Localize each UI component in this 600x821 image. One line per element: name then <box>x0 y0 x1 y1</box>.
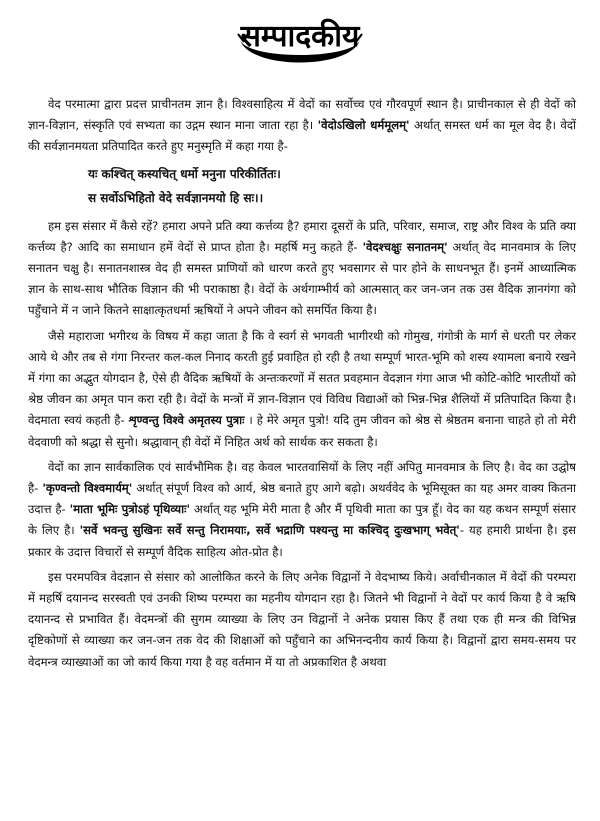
quote-sarve-bhavantu: 'सर्वे भवन्तु सुखिनः सर्वे सन्तु निरामयाः, सर्वे भद्राणि पश्यन्तु मा कश्चिद् दुःखभाग् भवेत्' <box>79 523 460 538</box>
quote-vedashchakshu: 'वेदश्चक्षुः सनातनम्' <box>362 239 448 254</box>
verse-line-1: यः कश्चित् कस्यचित् धर्मो मनुना परिकीर्तितः। <box>88 166 281 181</box>
paragraph-2: हम इस संसार में कैसे रहें? हमारा अपने प्रति क्या कर्त्तव्य है? हमारा दूसरों के प्रति, परिवार, समाज, राष्ट्र और विश्व के प्रति क्या कर्त्तव्य है? आदि का समाधान हमें वेदों से प्राप्त होता है। महर्षि मनु कहते हैं- 'वेदश्चक्षुः सनातनम्' अर्थात् वेद मानवमात्र के लिए सनातन चक्षु है। सनातनशास्त्र वेद ही समस्त प्राणियों को धारण करते हुए भवसागर से पार होने के साधनभूत हैं। इनमें आध्यात्मिक ज्ञान के साथ-साथ भौतिक विज्ञान की भी पराकाष्ठा है। वेदों के अर्थगाम्भीर्य को आत्मसात् कर जन-जन तक उस वैदिक ज्ञानगंगा को पहुँचाने में न जाने कितने साक्षात्कृतधर्मा ऋषियों ने अपने जीवन को समर्पित किया है। <box>28 218 577 318</box>
paragraph-4: वेदों का ज्ञान सार्वकालिक एवं सार्वभौमिक है। वह केवल भारतवासियों के लिए नहीं अपितु मानवमात्र के लिए है। वेद का उद्घोष है- 'कृण्वन्तो विश्वमार्यम्' अर्थात् संपूर्ण विश्व को आर्य, श्रेष्ठ बनाते हुए आगे बढ़ो। अथर्ववेद के भूमिसूक्त का यह अमर वाक्य कितना उदात्त है- 'माता भूमिः पुत्रोऽहं पृथिव्याः' अर्थात् यह भूमि मेरी माता है और मैं पृथिवी माता का पुत्र हूँ। वेद का यह कथन सम्पूर्ण संसार के लिए है। 'सर्वे भवन्तु सुखिनः सर्वे सन्तु निरामयाः, सर्वे भद्राणि पश्यन्तु मा कश्चिद् दुःखभाग् भवेत्'- यह हमारी प्रार्थना है। इस प्रकार के उदात्त विचारों से सम्पूर्ण वैदिक साहित्य ओत-प्रोत है। <box>28 459 577 559</box>
paragraph-3: जैसे महाराजा भगीरथ के विषय में कहा जाता है कि वे स्वर्ग से भगवती भागीरथी को गोमुख, गंगोत्री के मार्ग से धरती पर लेकर आये थे और तब से गंगा निरन्तर कल-कल निनाद करती हुई प्रवाहित हो रही है तथा सम्पूर्ण भारत-भूमि को शस्य श्यामला बनाये रखने में गंगा का अद्भुत योगदान है, ऐसे ही वैदिक ऋषियों के अन्तःकरणों में सतत प्रवहमान वेदज्ञान गंगा आज भी कोटि-कोटि भारतीयों को श्रेष्ठ जीवन का अमृत पान करा रही है। वेदों के मन्त्रों में ज्ञान-विज्ञान एवं विविध विद्याओं को भिन्न-भिन्न शैलियों में प्रतिपादित किया है। वेदमाता स्वयं कहती है- शृण्वन्तु विश्वे अमृतस्य पुत्राः । हे मेरे अमृत पुत्रो! यदि तुम जीवन को श्रेष्ठ से श्रेष्ठतम बनाना चाहते हो तो मेरी वेदवाणी को श्रद्धा से सुनो। श्रद्धावान् ही वेदों में निहित अर्थ को सार्थक कर सकता है। <box>28 328 576 449</box>
verse-line-2: स सर्वोऽभिहितो वेदे सर्वज्ञानमयो हि सः।। <box>88 190 264 205</box>
quote-mata-bhumi: 'माता भूमिः पुत्रोऽहं पृथिव्याः' <box>69 502 191 517</box>
page-title: सम्पादकीय <box>240 19 360 54</box>
quote-krinvanto: 'कृण्वन्तो विश्वमार्यम्' <box>42 481 133 496</box>
title-banner <box>0 0 600 78</box>
editorial-body <box>28 94 576 677</box>
quote-vedokhilo: 'वेदोऽखिलो धर्ममूलम्' <box>317 118 410 133</box>
paragraph-5: इस परमपवित्र वेदज्ञान से संसार को आलोकित करने के लिए अनेक विद्वानों ने वेदभाष्य किये। अर्वाचीनकाल में वेदों की परम्परा में महर्षि दयानन्द सरस्वती एवं उनकी शिष्य परम्परा का महनीय योगदान रहा है। जितने भी विद्वानों ने वेदों पर कार्य किया है वे ऋषि दयानन्द से प्रभावित हैं। वेदमन्त्रों की सुगम व्याख्या के लिए उन विद्वानों ने अनेक प्रयास किए हैं तथा एक ही मन्त्र की विभिन्न दृष्टिकोणों से व्याख्या कर जन-जन तक वेद की शिक्षाओं को पहुँचाने का अभिनन्दनीय कार्य किया है। विद्वानों द्वारा समय-समय पर वेदमन्त्र व्याख्याओं का जो कार्य किया गया है वह वर्तमान में या तो अप्रकाशित है अथवा <box>28 569 576 669</box>
manusmriti-verse <box>88 162 576 210</box>
quote-shrinvantu: शृण्वन्तु विश्वे अमृतस्य पुत्राः <box>128 413 245 428</box>
paragraph-1: वेद परमात्मा द्वारा प्रदत्त प्राचीनतम ज्ञान है। विश्वसाहित्य में वेदों का सर्वोच्च एवं गौरवपूर्ण स्थान है। प्राचीनकाल से ही वेदों को ज्ञान-विज्ञान, संस्कृति एवं सभ्यता का उद्गम स्थान माना जाता रहा है। 'वेदोऽखिलो धर्ममूलम्' अर्थात् समस्त धर्म का मूल वेद है। वेदों की सर्वज्ञानमयता प्रतिपादित करते हुए मनुस्मृति में कहा गया है- <box>28 97 576 154</box>
